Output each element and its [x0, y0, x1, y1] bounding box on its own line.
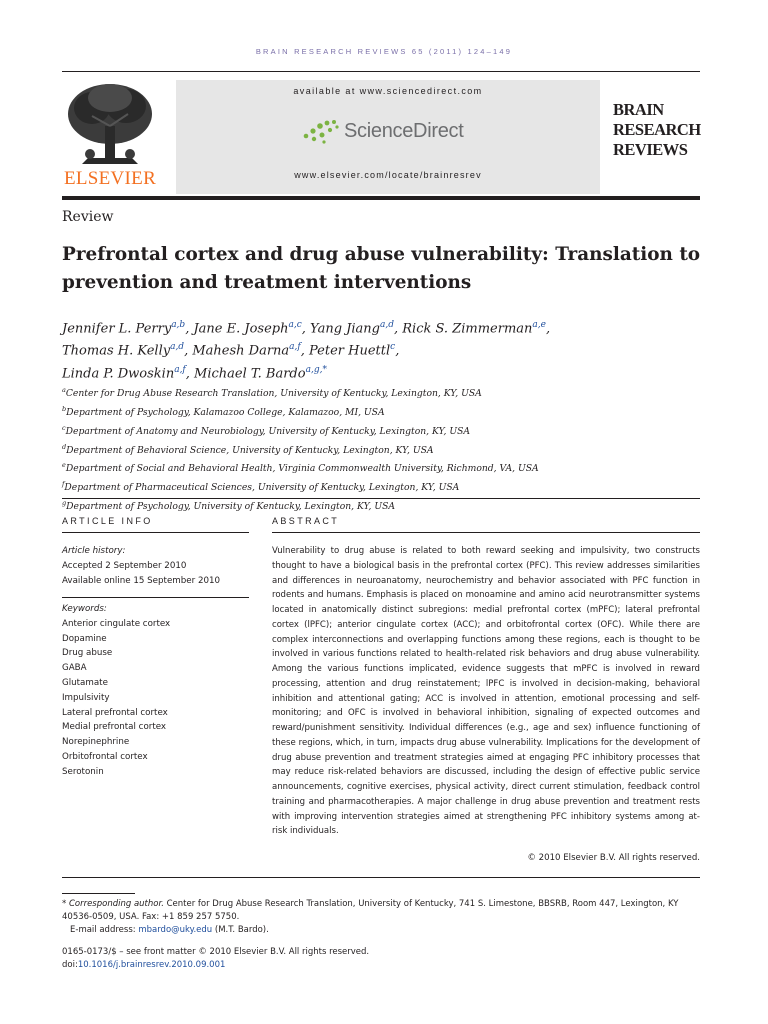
author-name: Mahesh Darna [192, 343, 290, 359]
journal-logo-line: BRAIN [613, 100, 664, 119]
author-affiliation-link[interactable]: a,c [288, 320, 302, 330]
keyword-item: Orbitofrontal cortex [62, 751, 148, 762]
article-info-divider [62, 532, 249, 533]
email-suffix: (M.T. Bardo). [214, 925, 269, 935]
affiliation-item: $^a$Center for Drug Abuse Research Translation, University of Kentucky, Lexington, KY, USA [62, 386, 482, 400]
footnote-text: Center for Drug Abuse Research Translation, University of Kentucky, 741 S. Limestone, BBSRB, Room 447, Lexington, KY 40536-0509, USA. Fax: +1 859 257 5750. [62, 899, 679, 922]
author-affiliation-link[interactable]: a,b [171, 320, 186, 330]
abstract-divider [272, 532, 700, 533]
affiliation-item: $^f$Department of Pharmaceutical Sciences, University of Kentucky, Lexington, KY, USA [62, 480, 460, 494]
author-affiliation-link[interactable]: a,g,* [305, 364, 327, 375]
keyword-item: GABA [62, 663, 87, 674]
footnote-label: Corresponding author. [68, 899, 164, 909]
accepted-date: Accepted 2 September 2010 [62, 560, 187, 571]
affiliation-list [62, 383, 712, 515]
author-name: Rick S. Zimmerman [402, 321, 533, 337]
footnote-marker: * [62, 899, 67, 909]
author-name: Jennifer L. Perry [62, 321, 172, 337]
keyword-item: Glutamate [62, 677, 108, 688]
affiliation-item: $^e$Department of Social and Behavioral Health, Virginia Commonwealth University, Richmond, VA, USA [62, 461, 539, 475]
abstract-heading: ABSTRACT [272, 516, 340, 526]
journal-citation-line: BRAIN RESEARCH REVIEWS 65 (2011) 124–149 [255, 47, 513, 56]
author-name: Jane E. Joseph [193, 321, 289, 337]
sciencedirect-name: ScienceDirect [344, 120, 464, 142]
doi-label: doi: [62, 960, 78, 970]
author-name: Yang Jiang [310, 321, 380, 337]
author-affiliation-link[interactable]: a,d [170, 342, 185, 353]
available-online-date: Available online 15 September 2010 [62, 575, 221, 586]
keyword-item: Dopamine [62, 633, 107, 644]
doi-link[interactable]: 10.1016/j.brainresrev.2010.09.001 [77, 960, 226, 970]
sciencedirect-dots-icon [300, 118, 342, 144]
author-name: Peter Huettl [309, 343, 391, 359]
affiliation-item: $^d$Department of Behavioral Science, University of Kentucky, Lexington, KY, USA [62, 442, 434, 456]
journal-url[interactable]: www.elsevier.com/locate/brainresrev [294, 170, 482, 180]
keywords [62, 602, 252, 780]
author-affiliation-link[interactable]: a,e [532, 320, 546, 330]
email-link[interactable]: mbardo@uky.edu [138, 925, 213, 935]
author-affiliation-link[interactable]: a,f [289, 342, 301, 353]
journal-logo [613, 100, 703, 160]
sciencedirect-logo[interactable] [300, 116, 490, 148]
author-name: Thomas H. Kelly [62, 343, 171, 359]
available-at-text[interactable]: available at www.sciencedirect.com [293, 86, 483, 96]
article-history [62, 544, 252, 588]
journal-logo-line: REVIEWS [613, 140, 688, 159]
keyword-item: Anterior cingulate cortex [62, 618, 171, 629]
keywords-label: Keywords: [62, 604, 107, 614]
article-title: Prefrontal cortex and drug abuse vulnerability: Translation to prevention and treatment interventions [62, 244, 701, 293]
keyword-item: Norepinephrine [62, 737, 130, 748]
article-info-heading: ARTICLE INFO [62, 516, 153, 526]
affiliation-item: $^g$Department of Psychology, University of Kentucky, Lexington, KY, USA [62, 499, 396, 513]
elsevier-tree-logo-icon [62, 80, 158, 172]
section-label: Review [62, 209, 114, 225]
author-list: Jennifer L. Perry$^{a,b}$, Jane E. Joseph$^{a,c}$, Yang Jiang$^{a,d}$, Rick S. Zimmerman$^{a,e}$, Thomas H. Kelly$^{a,d}$, Mahesh Darna$^{a,f}$, Peter Huettl$^c$, Linda P. Dwoskin$^{a,f}$, Michael T. Bardo$^{a,g,*}$ [62, 320, 551, 381]
issn-block [62, 946, 700, 972]
top-divider [62, 71, 700, 72]
keyword-item: Lateral prefrontal cortex [62, 707, 168, 718]
corresponding-author-footnote [62, 898, 700, 937]
affiliation-divider [62, 498, 700, 499]
keyword-item: Drug abuse [62, 648, 113, 659]
footer-divider [62, 877, 700, 878]
article-history-label: Article history: [62, 546, 126, 556]
affiliation-item: $^b$Department of Psychology, Kalamazoo College, Kalamazoo, MI, USA [62, 404, 385, 418]
affiliation-item: $^c$Department of Anatomy and Neurobiology, University of Kentucky, Lexington, KY, USA [62, 423, 470, 437]
email-label: E-mail address: [70, 925, 136, 935]
issn-line: 0165-0173/$ – see front matter © 2010 Elsevier B.V. All rights reserved. [62, 947, 370, 957]
keyword-item: Medial prefrontal cortex [62, 722, 167, 733]
history-divider [62, 597, 249, 598]
author-name: Michael T. Bardo [194, 365, 306, 381]
abstract-copyright: © 2010 Elsevier B.V. All rights reserved. [527, 853, 700, 863]
author-affiliation-link[interactable]: a,f [174, 364, 186, 375]
journal-logo-line: RESEARCH [613, 120, 701, 139]
author-affiliation-link[interactable]: c [390, 342, 396, 353]
header-thick-divider [62, 196, 700, 200]
abstract-body: Vulnerability to drug abuse is related to both reward seeking and impulsivity, two constructs thought to have a biological basis in the prefrontal cortex (PFC). This review addresses similarities and differences in neuroanatomy, neurochemistry and behavior associated with PFC function in rodents and humans. Emphasis is placed on monoamine and amino acid neurotransmitter systems located in anatomically distinct subregions: medial prefrontal cortex (mPFC); lateral prefrontal cortex (lPFC); anterior cingulate cortex (ACC); and orbitofrontal cortex (OFC). While there are complex interconnections and overlapping functions among these regions, each is thought to be involved in various functions related to health-related risk behaviors and drug abuse vulnerability. Among the various functions implicated, evidence suggests that mPFC is involved in reward processing, attention and drug reinstatement; lPFC is involved in decision-making, behavioral inhibition and attentional gating; ACC is involved in attention, emotional processing and self-monitoring; and OFC is involved in behavioral inhibition, signaling of expected outcomes and reward/punishment sensitivity. Individual differences (e.g., age and sex) influence functioning of these regions, which, in turn, impacts drug abuse vulnerability. Implications for the development of drug abuse prevention and treatment strategies aimed at engaging PFC inhibitory processes that may reduce risk-related behaviors are discussed, including the design of effective public service announcements, cognitive exercises, physical activity, direct current stimulation, feedback control training and pharmacotherapies. A major challenge in drug abuse prevention and treatment rests with improving intervention strategies aimed at strengthening PFC inhibitory systems among at-risk individuals. [272, 546, 700, 837]
keyword-item: Serotonin [62, 766, 104, 777]
footnote-divider [62, 893, 135, 894]
elsevier-wordmark: ELSEVIER [63, 168, 157, 189]
author-name: Linda P. Dwoskin [62, 365, 175, 381]
author-affiliation-link[interactable]: a,d [379, 320, 394, 330]
keyword-item: Impulsivity [62, 692, 110, 703]
